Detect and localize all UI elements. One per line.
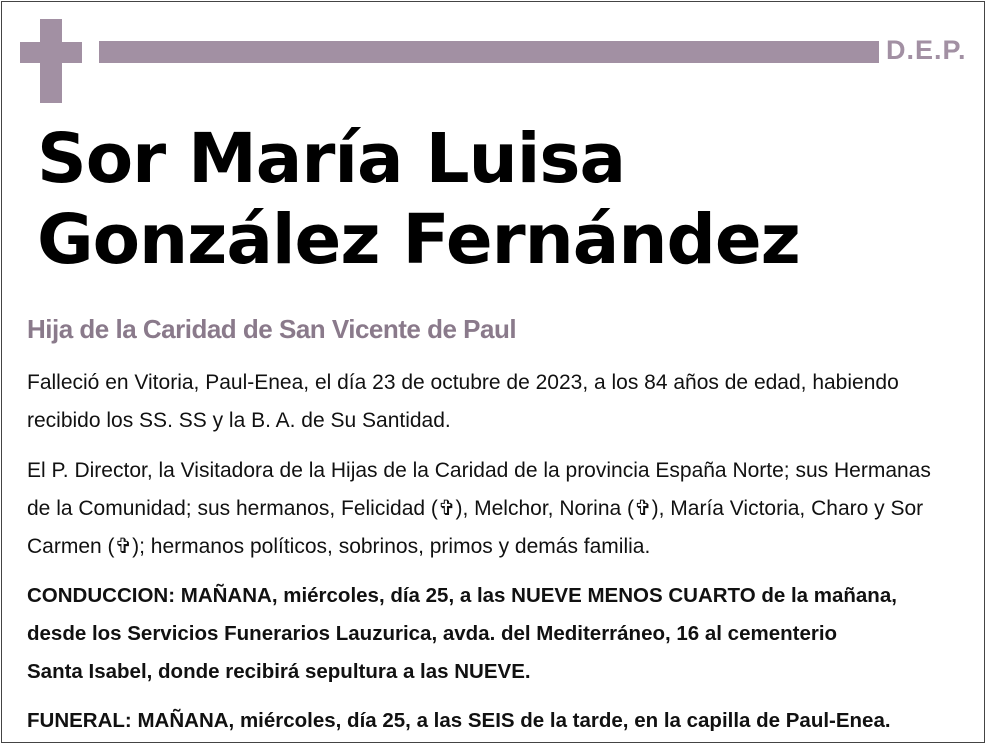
paragraph-line: desde los Servicios Funerarios Lauzurica, avda. del Mediterráneo, 16 al cementerio	[27, 622, 838, 645]
obituary-frame	[1, 1, 985, 743]
family-paragraph	[27, 452, 977, 566]
header-bar	[99, 41, 879, 63]
deceased-subtitle: Hija de la Caridad de San Vicente de Paul	[27, 314, 517, 344]
paragraph-line: Carmen (✞); hermanos políticos, sobrinos, primos y demás familia.	[27, 535, 651, 558]
deceased-name	[37, 119, 800, 281]
deceased-name-line-1: Sor María Luisa	[37, 119, 626, 199]
dep-label: D.E.P.	[886, 35, 967, 65]
paragraph-line: CONDUCCION: MAÑANA, miércoles, día 25, a las NUEVE MENOS CUARTO de la mañana,	[27, 584, 897, 607]
latin-cross-icon	[20, 19, 82, 103]
conduccion-paragraph	[27, 577, 977, 691]
funeral-paragraph: FUNERAL: MAÑANA, miércoles, día 25, a las SEIS de la tarde, en la capilla de Paul-Enea.	[27, 709, 891, 732]
deceased-name-line-2: González Fernández	[37, 200, 800, 280]
paragraph-line: El P. Director, la Visitadora de la Hijas de la Caridad de la provincia España Norte; sus Hermanas	[27, 459, 931, 482]
death-notice-paragraph	[27, 364, 977, 440]
paragraph-line: de la Comunidad; sus hermanos, Felicidad (✞), Melchor, Norina (✞), María Victoria, Charo y Sor	[27, 497, 924, 520]
paragraph-line: recibido los SS. SS y la B. A. de Su Santidad.	[27, 409, 451, 432]
paragraph-line: Falleció en Vitoria, Paul-Enea, el día 23 de octubre de 2023, a los 84 años de edad, habiendo	[27, 371, 899, 394]
paragraph-line: Santa Isabel, donde recibirá sepultura a las NUEVE.	[27, 660, 531, 683]
